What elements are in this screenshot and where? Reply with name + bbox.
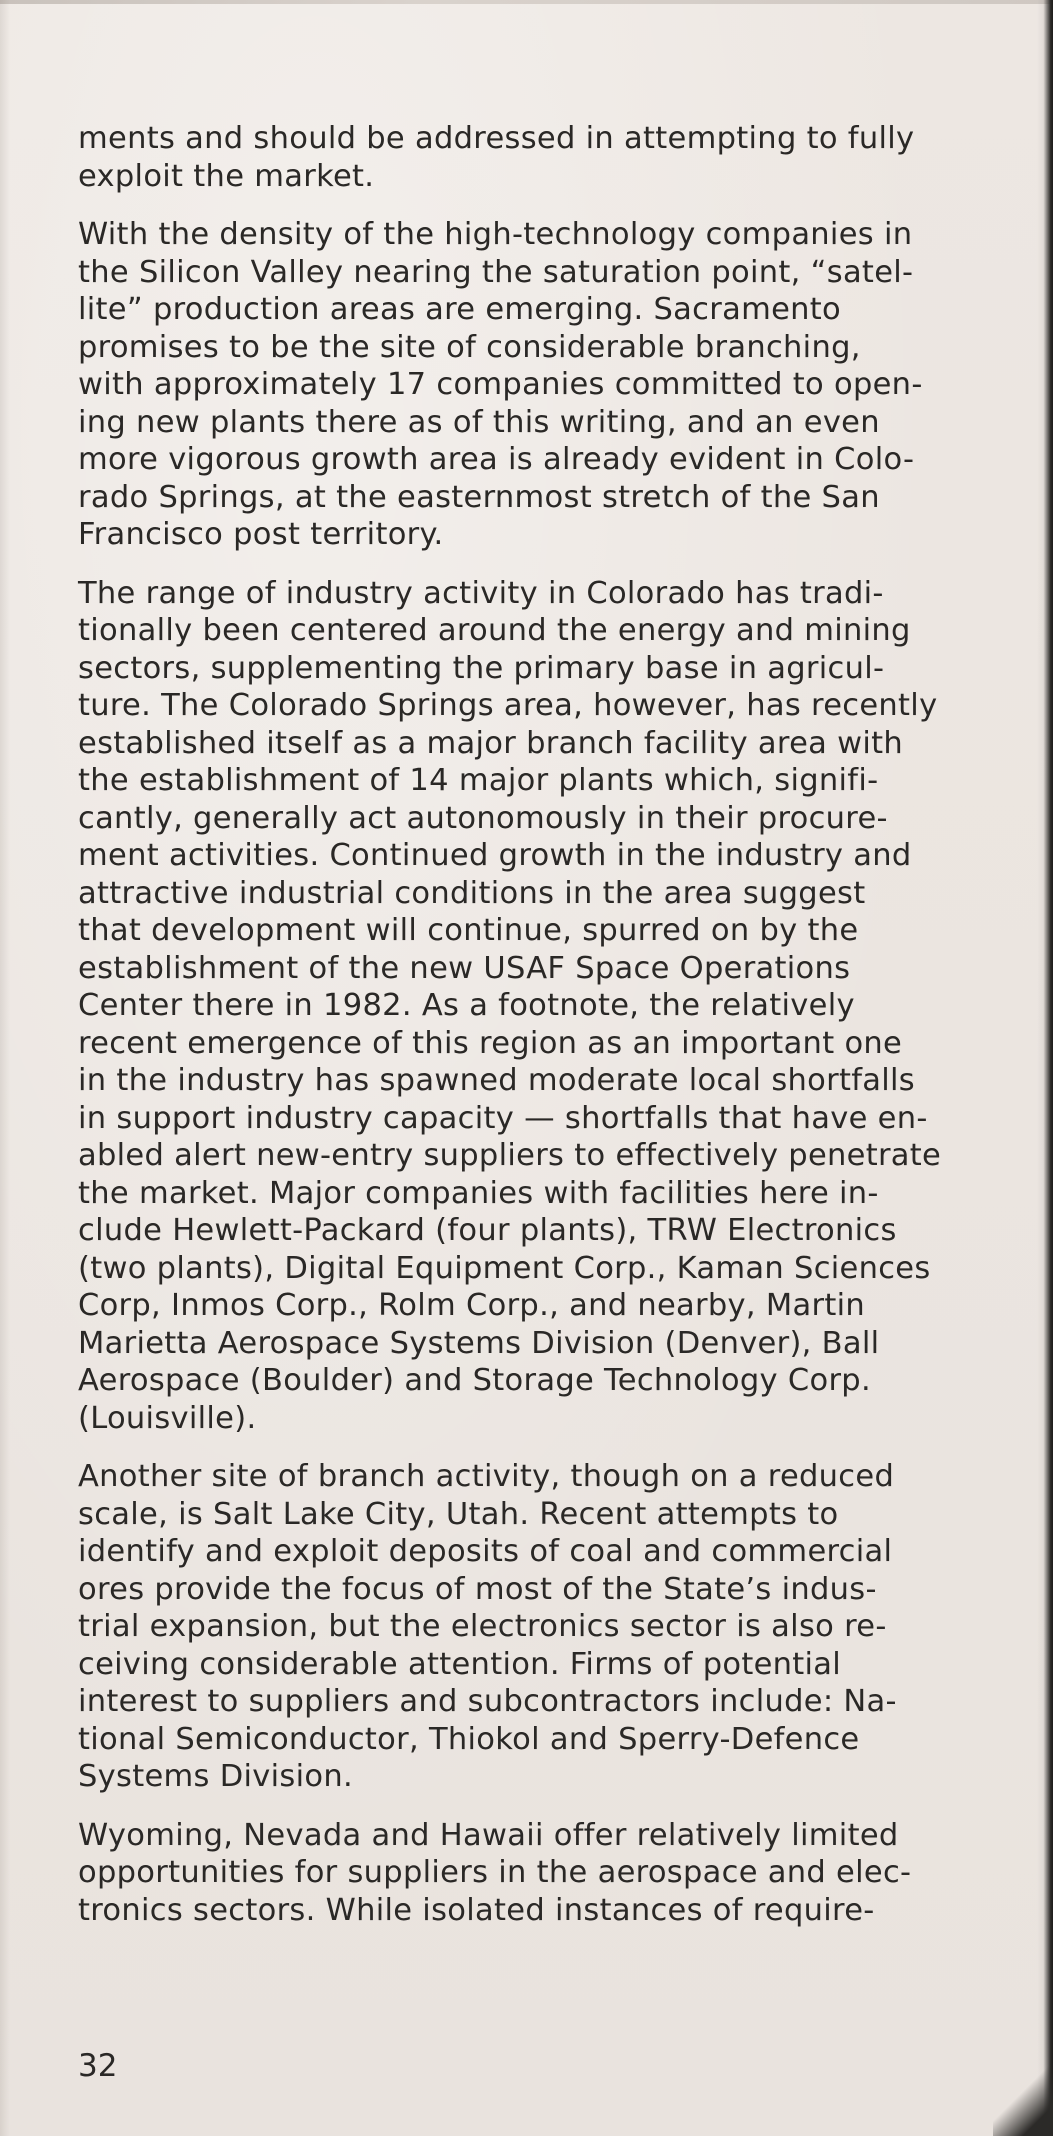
- text-line: Wyoming, Nevada and Hawaii offer relatively limited: [78, 1817, 899, 1853]
- page-right-edge-shadow: [1037, 0, 1053, 2136]
- text-line: Center there in 1982. As a footnote, the relatively: [78, 988, 855, 1023]
- page-corner-shadow: [993, 2046, 1053, 2136]
- text-line: clude Hewlett-Packard (four plants), TRW Electronics: [78, 1213, 897, 1248]
- text-line: Corp, Inmos Corp., Rolm Corp., and nearby, Martin: [78, 1288, 865, 1323]
- text-line: ores provide the focus of most of the State’s indus-: [78, 1571, 877, 1607]
- text-line: recent emergence of this region as an important one: [78, 1025, 903, 1061]
- paragraph: [78, 216, 998, 554]
- text-line: ture. The Colorado Springs area, however, has recently: [78, 688, 938, 723]
- page-left-shadow: [0, 0, 10, 2136]
- text-line: that development will continue, spurred on by the: [78, 913, 859, 948]
- text-line: Francisco post territory.: [78, 517, 444, 552]
- text-line: Marietta Aerospace Systems Division (Denver), Ball: [78, 1325, 880, 1361]
- paragraph: [78, 1458, 998, 1796]
- text-line: (Louisville).: [78, 1400, 257, 1436]
- text-line: the Silicon Valley nearing the saturation point, “satel-: [78, 254, 914, 290]
- body-text: [78, 120, 998, 1950]
- text-line: ing new plants there as of this writing, and an even: [78, 404, 880, 440]
- text-line: the establishment of 14 major plants which, signifi-: [78, 763, 879, 798]
- text-line: tronics sectors. While isolated instances of require-: [78, 1892, 875, 1928]
- paragraph: [78, 575, 998, 1438]
- text-line: attractive industrial conditions in the area suggest: [78, 875, 866, 911]
- text-line: exploit the market.: [78, 158, 375, 194]
- text-line: scale, is Salt Lake City, Utah. Recent attempts to: [78, 1496, 839, 1532]
- text-line: tionally been centered around the energy and mining: [78, 613, 911, 648]
- text-line: (two plants), Digital Equipment Corp., Kaman Sciences: [78, 1250, 931, 1286]
- text-line: more vigorous growth area is already evident in Colo-: [78, 442, 915, 477]
- page-top-edge: [0, 0, 1053, 4]
- text-line: identify and exploit deposits of coal and commercial: [78, 1534, 893, 1569]
- text-line: promises to be the site of considerable branching,: [78, 329, 861, 365]
- text-line: opportunities for suppliers in the aerospace and elec-: [78, 1855, 912, 1890]
- text-line: in the industry has spawned moderate local shortfalls: [78, 1063, 915, 1098]
- text-line: sectors, supplementing the primary base in agricul-: [78, 650, 885, 686]
- text-line: establishment of the new USAF Space Operations: [78, 950, 851, 986]
- paragraph: [78, 1817, 998, 1930]
- text-line: trial expansion, but the electronics sector is also re-: [78, 1609, 887, 1644]
- text-line: the market. Major companies with facilities here in-: [78, 1175, 879, 1211]
- paragraph: [78, 120, 998, 195]
- page-number: 32: [78, 2048, 118, 2084]
- text-line: in support industry capacity — shortfalls that have en-: [78, 1100, 928, 1136]
- text-line: abled alert new-entry suppliers to effectively penetrate: [78, 1138, 942, 1173]
- text-line: With the density of the high-technology companies in: [78, 217, 913, 252]
- text-line: lite” production areas are emerging. Sacramento: [78, 292, 841, 327]
- text-line: established itself as a major branch facility area with: [78, 725, 904, 761]
- text-line: interest to suppliers and subcontractors include: Na-: [78, 1684, 897, 1719]
- text-line: tional Semiconductor, Thiokol and Sperry-Defence: [78, 1721, 860, 1757]
- text-line: with approximately 17 companies committed to open-: [78, 367, 923, 402]
- text-line: ments and should be addressed in attempting to fully: [78, 121, 915, 156]
- text-line: Another site of branch activity, though on a reduced: [78, 1459, 895, 1494]
- text-line: ment activities. Continued growth in the industry and: [78, 838, 912, 873]
- text-line: Aerospace (Boulder) and Storage Technology Corp.: [78, 1363, 871, 1398]
- text-line: cantly, generally act autonomously in their procure-: [78, 800, 888, 836]
- text-line: ceiving considerable attention. Firms of potential: [78, 1646, 842, 1682]
- text-line: Systems Division.: [78, 1759, 353, 1794]
- text-line: rado Springs, at the easternmost stretch of the San: [78, 479, 880, 515]
- text-line: The range of industry activity in Colorado has tradi-: [78, 575, 884, 611]
